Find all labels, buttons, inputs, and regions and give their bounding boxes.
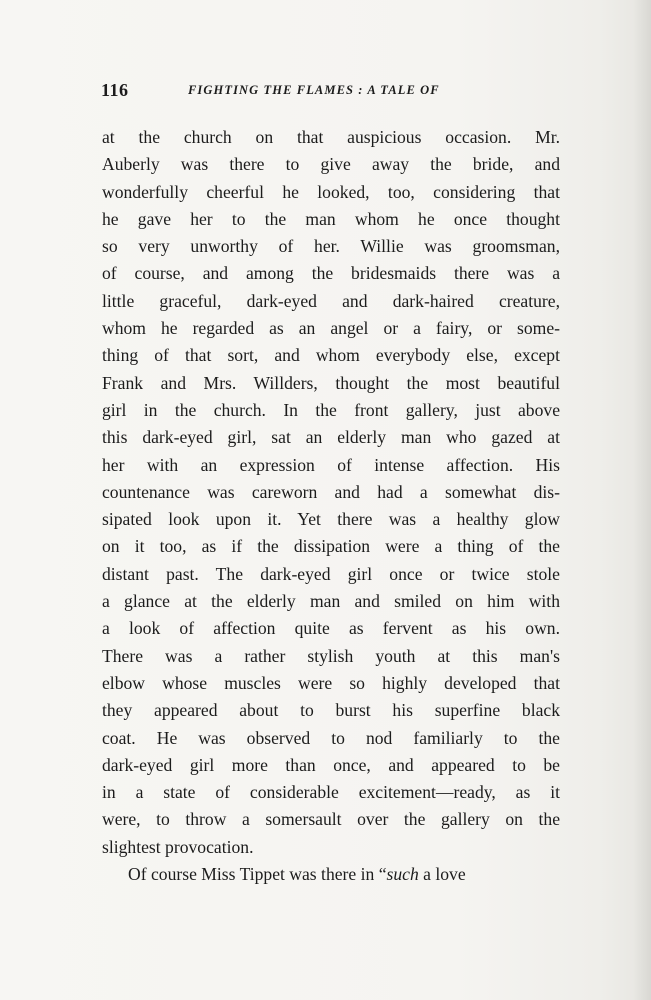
body-text [102,124,560,888]
text-line: slightest provocation. [102,836,254,857]
running-head: FIGHTING THE FLAMES : A TALE OF [188,83,440,97]
text-line: her with an expression of intense affection. His [102,454,560,475]
text-line: were, to throw a somersault over the gallery on the [102,809,560,830]
text-line: on it too, as if the dissipation were a thing of the [102,536,560,557]
text-line: countenance was careworn and had a somewhat dis- [102,481,560,502]
text-segment: Of course Miss Tippet was there in “ [128,864,387,885]
page-edge-shadow [633,0,651,1000]
text-line-new-paragraph [102,861,560,888]
text-line: sipated look upon it. Yet there was a healthy glow [102,509,560,530]
text-line: a look of affection quite as fervent as his own. [102,618,560,639]
text-line: whom he regarded as an angel or a fairy, or some- [102,318,560,339]
text-line: he gave her to the man whom he once thought [102,208,560,229]
text-line: a glance at the elderly man and smiled on him with [102,591,560,612]
text-line: dark-eyed girl more than once, and appeared to be [102,754,560,775]
text-line: this dark-eyed girl, sat an elderly man who gazed at [102,427,560,448]
text-line: so very unworthy of her. Willie was groomsman, [102,236,560,257]
page-header [101,80,561,104]
text-line: in a state of considerable excitement—ready, as it [102,782,560,803]
text-line: coat. He was observed to nod familiarly to the [102,727,560,748]
text-segment: a love [418,864,466,885]
text-line: distant past. The dark-eyed girl once or twice stole [102,563,560,584]
text-line: of course, and among the bridesmaids there was a [102,263,560,284]
text-line: girl in the church. In the front gallery, just above [102,399,560,420]
text-line: at the church on that auspicious occasion. Mr. [102,127,560,147]
text-line: wonderfully cheerful he looked, too, considering that [102,181,560,202]
emphasized-word: such [386,864,419,885]
text-line: Auberly was there to give away the bride, and [102,154,560,175]
page-number: 116 [101,80,129,100]
text-line: thing of that sort, and whom everybody else, except [102,345,560,366]
text-line: elbow whose muscles were so highly developed that [102,672,560,693]
text-line: little graceful, dark-eyed and dark-haired creature, [102,290,560,311]
text-line: they appeared about to burst his superfine black [102,700,560,721]
text-line: There was a rather stylish youth at this man's [102,645,560,666]
text-line: Frank and Mrs. Willders, thought the most beautiful [102,372,560,393]
